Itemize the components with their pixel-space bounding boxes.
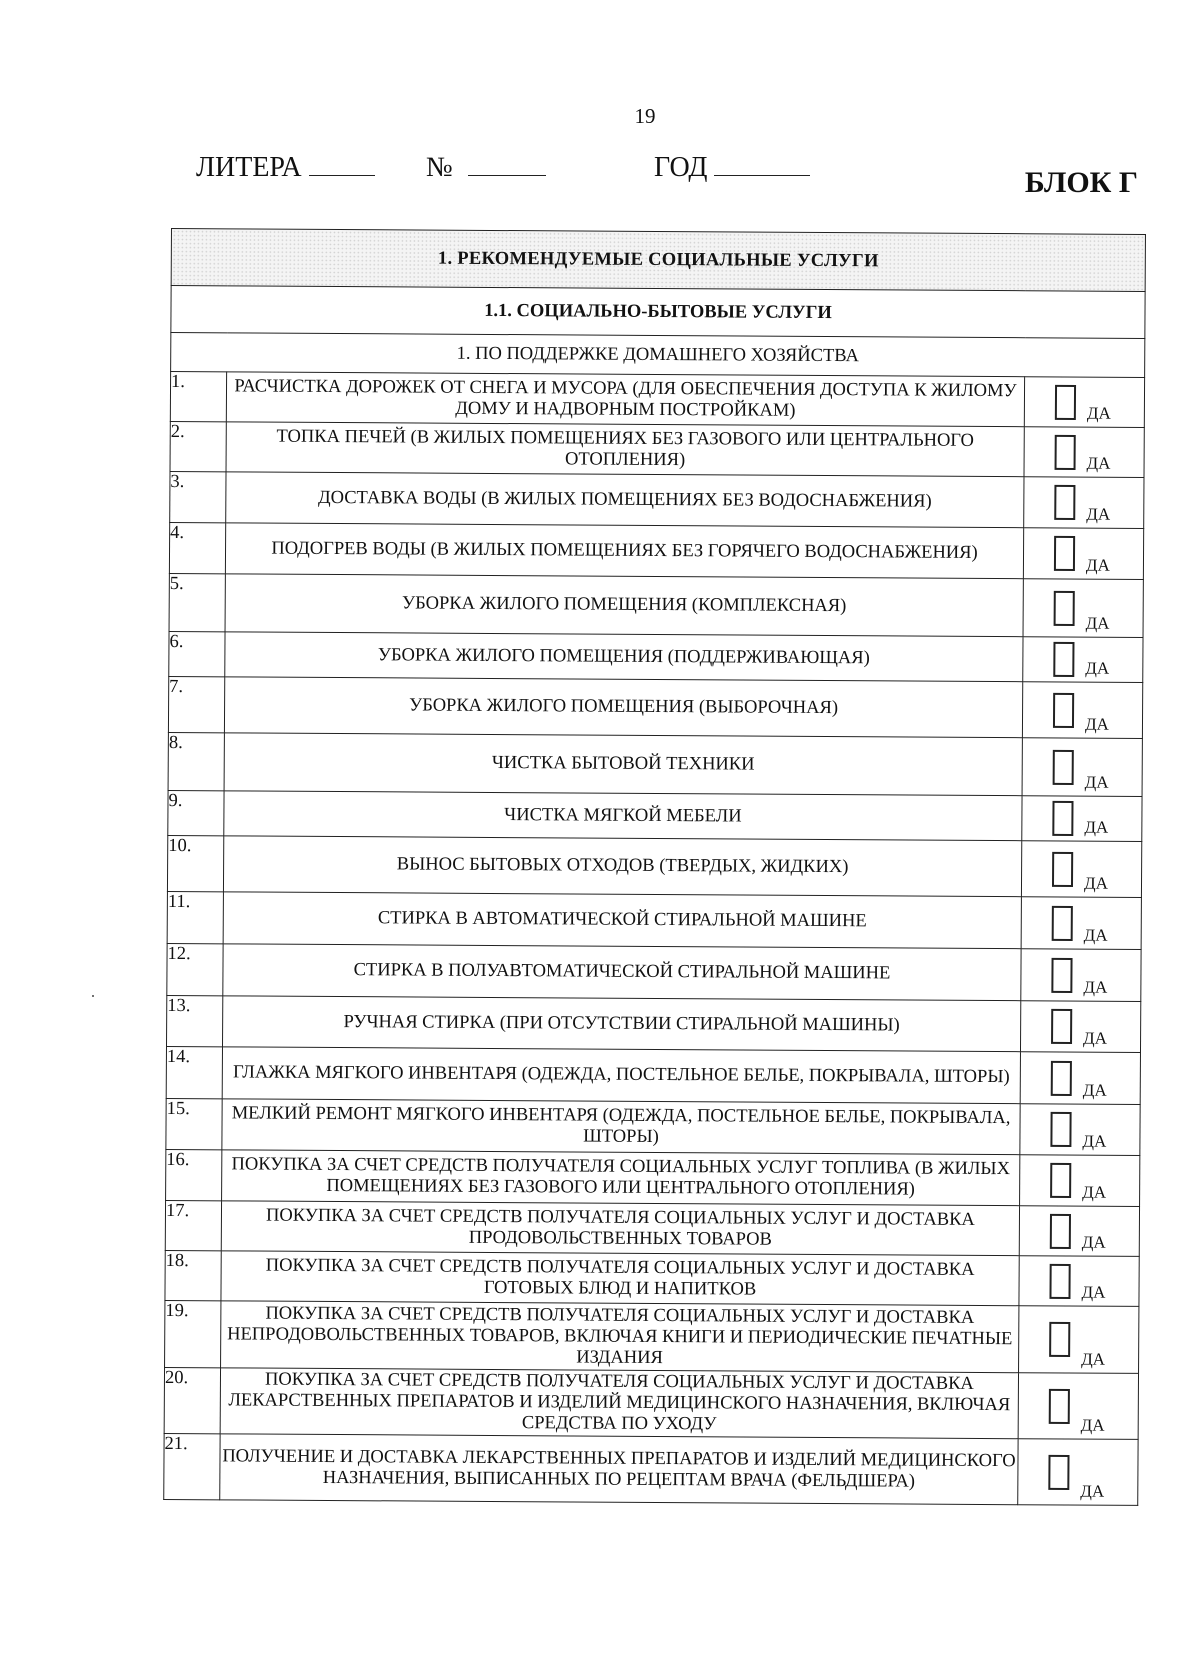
service-description: РАСЧИСТКА ДОРОЖЕК ОТ СНЕГА И МУСОРА (ДЛЯ ОБЕСПЕЧЕНИЯ ДОСТУПА К ЖИЛОМУ ДОМУ И НАДВОРНЫМ ПОСТРОЙКАМ) (226, 372, 1024, 427)
service-checkbox[interactable] (1052, 801, 1073, 836)
service-row (169, 573, 1143, 637)
yes-label: ДА (1081, 1349, 1106, 1369)
service-number: 15. (166, 1098, 222, 1149)
litera-blank[interactable] (309, 157, 375, 176)
yes-label: ДА (1086, 453, 1111, 473)
service-checkbox[interactable] (1050, 1112, 1071, 1147)
subsection-title: 1.1. СОЦИАЛЬНО-БЫТОВЫЕ УСЛУГИ (171, 286, 1145, 339)
section-row (171, 229, 1145, 292)
service-mark-cell (1023, 528, 1143, 580)
service-checkbox[interactable] (1053, 692, 1074, 727)
service-checkbox[interactable] (1051, 1009, 1072, 1044)
page-number: 19 (634, 104, 656, 128)
service-number: 5. (169, 573, 225, 631)
service-checkbox[interactable] (1054, 485, 1075, 520)
yes-label: ДА (1081, 1282, 1106, 1302)
service-number: 9. (168, 790, 224, 835)
litera-label: ЛИТЕРА (196, 152, 302, 183)
service-description: МЕЛКИЙ РЕМОНТ МЯГКОГО ИНВЕНТАРЯ (ОДЕЖДА, ПОСТЕЛЬНОЕ БЕЛЬЕ, ПОКРЫВАЛА, ШТОРЫ) (222, 1099, 1020, 1155)
service-checkbox[interactable] (1051, 957, 1072, 992)
service-checkbox[interactable] (1049, 1263, 1070, 1298)
yes-label: ДА (1085, 555, 1110, 575)
service-description: УБОРКА ЖИЛОГО ПОМЕЩЕНИЯ (ВЫБОРОЧНАЯ) (224, 677, 1022, 738)
year-label: ГОД (654, 152, 708, 183)
group-title: 1. ПО ПОДДЕРЖКЕ ДОМАШНЕГО ХОЗЯЙСТВА (171, 333, 1145, 378)
yes-label: ДА (1080, 1481, 1105, 1501)
service-number: 11. (167, 891, 223, 943)
service-number: 8. (168, 732, 224, 790)
service-row (168, 676, 1142, 738)
service-checkbox[interactable] (1055, 384, 1076, 419)
service-row (167, 995, 1141, 1052)
yes-label: ДА (1081, 1232, 1106, 1252)
service-number: 10. (167, 835, 223, 891)
yes-label: ДА (1082, 1182, 1107, 1202)
number-label: № (426, 152, 453, 183)
service-number: 17. (165, 1200, 221, 1250)
block-title: БЛОК Г (1024, 166, 1138, 199)
service-row (169, 631, 1143, 682)
service-mark-cell (1022, 738, 1142, 797)
service-mark-cell (1023, 637, 1143, 683)
service-description: ПОКУПКА ЗА СЧЕТ СРЕДСТВ ПОЛУЧАТЕЛЯ СОЦИАЛЬНЫХ УСЛУГ И ДОСТАВКА ПРОДОВОЛЬСТВЕННЫХ ТОВАРОВ (221, 1201, 1019, 1256)
service-mark-cell (1023, 579, 1143, 638)
service-description: ГЛАЖКА МЯГКОГО ИНВЕНТАРЯ (ОДЕЖДА, ПОСТЕЛЬНОЕ БЕЛЬЕ, ПОКРЫВАЛА, ШТОРЫ) (222, 1047, 1020, 1104)
service-mark-cell (1020, 1155, 1140, 1207)
service-row (170, 421, 1144, 477)
service-mark-cell (1019, 1306, 1139, 1374)
yes-label: ДА (1084, 817, 1109, 837)
service-mark-cell (1024, 427, 1144, 478)
service-mark-cell (1020, 1052, 1140, 1105)
year-blank[interactable] (714, 157, 810, 176)
service-checkbox[interactable] (1052, 851, 1073, 886)
service-mark-cell (1018, 1373, 1138, 1440)
year-field (654, 152, 810, 184)
service-checkbox[interactable] (1055, 434, 1076, 469)
service-row (168, 732, 1142, 796)
service-row (165, 1250, 1139, 1306)
service-description: ПОКУПКА ЗА СЧЕТ СРЕДСТВ ПОЛУЧАТЕЛЯ СОЦИАЛЬНЫХ УСЛУГ И ДОСТАВКА НЕПРОДОВОЛЬСТВЕННЫХ ТОВАРОВ, ВКЛЮЧАЯ КНИГИ И ПЕРИОДИЧЕСКИЕ ПЕЧАТНЫЕ ИЗДАНИЯ (221, 1301, 1019, 1373)
service-checkbox[interactable] (1054, 590, 1075, 625)
service-row (167, 891, 1141, 949)
service-row (168, 790, 1142, 841)
service-row (166, 1149, 1140, 1206)
litera-field (196, 152, 375, 184)
service-number: 18. (165, 1250, 221, 1300)
service-mark-cell (1022, 796, 1142, 842)
yes-label: ДА (1084, 772, 1109, 792)
services-table (163, 228, 1146, 1506)
service-description: УБОРКА ЖИЛОГО ПОМЕЩЕНИЯ (КОМПЛЕКСНАЯ) (225, 574, 1023, 637)
service-description: УБОРКА ЖИЛОГО ПОМЕЩЕНИЯ (ПОДДЕРЖИВАЮЩАЯ) (225, 632, 1023, 682)
service-checkbox[interactable] (1052, 905, 1073, 940)
service-checkbox[interactable] (1054, 536, 1075, 571)
group-row (171, 333, 1145, 378)
service-number: 20. (164, 1367, 220, 1433)
service-description: ПОДОГРЕВ ВОДЫ (В ЖИЛЫХ ПОМЕЩЕНИЯХ БЕЗ ГОРЯЧЕГО ВОДОСНАБЖЕНИЯ) (225, 523, 1023, 579)
service-row (165, 1200, 1139, 1256)
service-number: 2. (170, 421, 226, 471)
service-number: 4. (169, 522, 225, 573)
service-description: ЧИСТКА МЯГКОЙ МЕБЕЛИ (224, 791, 1022, 841)
service-number: 19. (165, 1300, 221, 1367)
service-description: СТИРКА В АВТОМАТИЧЕСКОЙ СТИРАЛЬНОЙ МАШИНЕ (223, 892, 1021, 949)
service-row (170, 471, 1144, 528)
number-field (426, 152, 546, 184)
service-number: 1. (170, 372, 226, 422)
service-mark-cell (1020, 1104, 1140, 1156)
service-description: ДОСТАВКА ВОДЫ (В ЖИЛЫХ ПОМЕЩЕНИЯХ БЕЗ ВОДОСНАБЖЕНИЯ) (226, 472, 1024, 528)
yes-label: ДА (1086, 403, 1111, 423)
yes-label: ДА (1083, 925, 1108, 945)
service-checkbox[interactable] (1051, 1060, 1072, 1095)
form-header (196, 152, 1146, 202)
service-description: ТОПКА ПЕЧЕЙ (В ЖИЛЫХ ПОМЕЩЕНИЯХ БЕЗ ГАЗОВОГО ИЛИ ЦЕНТРАЛЬНОГО ОТОПЛЕНИЯ) (226, 422, 1024, 477)
number-blank[interactable] (468, 157, 546, 176)
service-number: 12. (167, 943, 223, 995)
service-checkbox[interactable] (1048, 1454, 1069, 1489)
service-mark-cell (1021, 897, 1141, 950)
yes-label: ДА (1085, 658, 1110, 678)
service-number: 21. (164, 1433, 220, 1499)
service-mark-cell (1021, 841, 1141, 898)
yes-label: ДА (1082, 1131, 1107, 1151)
yes-label: ДА (1082, 1080, 1107, 1100)
service-checkbox[interactable] (1053, 642, 1074, 677)
service-row (166, 1098, 1140, 1155)
service-description: ПОКУПКА ЗА СЧЕТ СРЕДСТВ ПОЛУЧАТЕЛЯ СОЦИАЛЬНЫХ УСЛУГ И ДОСТАВКА ЛЕКАРСТВЕННЫХ ПРЕПАРАТОВ И ИЗДЕЛИЙ МЕДИЦИНСКОГО НАЗНАЧЕНИЯ, ВКЛЮЧАЯ СРЕДСТВА ПО УХОДУ (220, 1368, 1018, 1439)
service-row (169, 522, 1143, 579)
service-checkbox[interactable] (1050, 1163, 1071, 1198)
service-number: 7. (168, 676, 224, 732)
service-mark-cell (1019, 1206, 1139, 1257)
subsection-row (171, 286, 1145, 339)
service-row (167, 943, 1141, 1001)
service-description: ПОЛУЧЕНИЕ И ДОСТАВКА ЛЕКАРСТВЕННЫХ ПРЕПАРАТОВ И ИЗДЕЛИЙ МЕДИЦИНСКОГО НАЗНАЧЕНИЯ, ВЫПИСАННЫХ ПО РЕЦЕПТАМ ВРАЧА (ФЕЛЬДШЕРА) (220, 1434, 1018, 1505)
service-row (170, 372, 1144, 428)
service-number: 3. (170, 471, 226, 522)
yes-label: ДА (1085, 613, 1110, 633)
service-mark-cell (1022, 682, 1142, 739)
service-row (167, 835, 1141, 897)
service-mark-cell (1020, 1001, 1140, 1053)
service-description: ЧИСТКА БЫТОВОЙ ТЕХНИКИ (224, 733, 1022, 796)
yes-label: ДА (1086, 504, 1111, 524)
service-row (166, 1046, 1140, 1104)
service-mark-cell (1021, 949, 1141, 1002)
service-description: СТИРКА В ПОЛУАВТОМАТИЧЕСКОЙ СТИРАЛЬНОЙ МАШИНЕ (223, 944, 1021, 1001)
service-mark-cell (1024, 377, 1144, 428)
yes-label: ДА (1083, 1028, 1108, 1048)
yes-label: ДА (1083, 977, 1108, 997)
service-row (164, 1433, 1138, 1505)
service-row (165, 1300, 1139, 1373)
service-description: РУЧНАЯ СТИРКА (ПРИ ОТСУТСТВИИ СТИРАЛЬНОЙ МАШИНЫ) (222, 996, 1020, 1052)
service-mark-cell (1018, 1439, 1138, 1506)
service-number: 16. (166, 1149, 222, 1200)
section-title: 1. РЕКОМЕНДУЕМЫЕ СОЦИАЛЬНЫЕ УСЛУГИ (171, 229, 1145, 292)
service-checkbox[interactable] (1053, 749, 1074, 784)
service-description: ПОКУПКА ЗА СЧЕТ СРЕДСТВ ПОЛУЧАТЕЛЯ СОЦИАЛЬНЫХ УСЛУГ И ДОСТАВКА ГОТОВЫХ БЛЮД И НАПИТКОВ (221, 1251, 1019, 1306)
service-number: 14. (166, 1046, 222, 1098)
yes-label: ДА (1080, 1415, 1105, 1435)
yes-label: ДА (1084, 714, 1109, 734)
service-number: 13. (167, 995, 223, 1046)
service-checkbox[interactable] (1050, 1213, 1071, 1248)
service-mark-cell (1019, 1256, 1139, 1307)
service-checkbox[interactable] (1049, 1322, 1070, 1357)
service-description: ПОКУПКА ЗА СЧЕТ СРЕДСТВ ПОЛУЧАТЕЛЯ СОЦИАЛЬНЫХ УСЛУГ ТОПЛИВА (В ЖИЛЫХ ПОМЕЩЕНИЯХ БЕЗ ГАЗОВОГО ИЛИ ЦЕНТРАЛЬНОГО ОТОПЛЕНИЯ) (222, 1150, 1020, 1206)
service-mark-cell (1024, 477, 1144, 529)
service-checkbox[interactable] (1049, 1388, 1070, 1423)
service-number: 6. (169, 631, 225, 676)
service-row (164, 1367, 1138, 1439)
scan-speck (92, 995, 94, 997)
yes-label: ДА (1083, 873, 1108, 893)
service-description: ВЫНОС БЫТОВЫХ ОТХОДОВ (ТВЕРДЫХ, ЖИДКИХ) (223, 836, 1021, 897)
